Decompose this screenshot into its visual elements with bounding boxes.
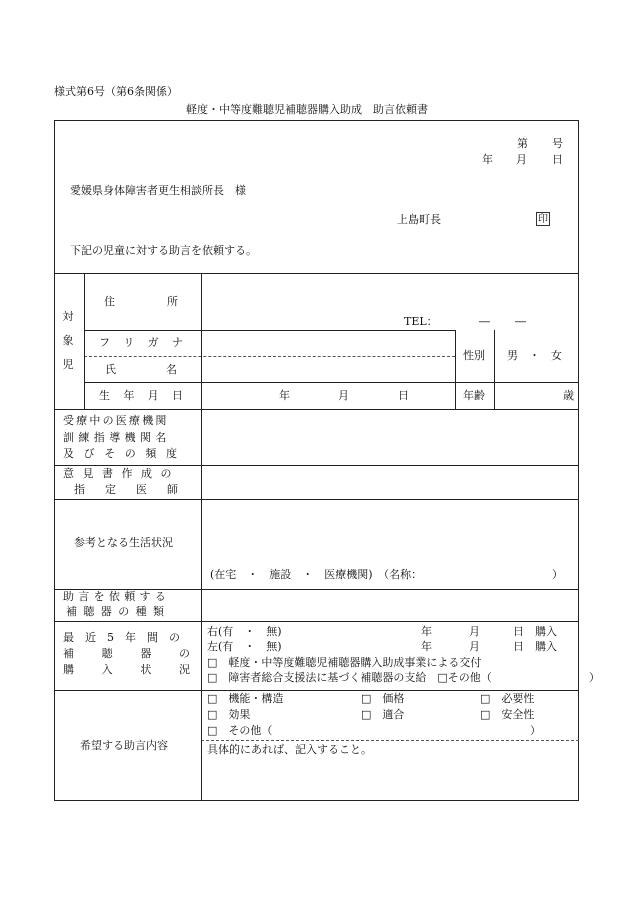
age-unit: 歳 [563, 389, 574, 402]
birth-label: 生 年 月 日 [99, 389, 183, 402]
line-desired-divider [201, 740, 579, 741]
left-ear: 左(有 ・ 無) [207, 640, 282, 653]
doctor-label-2: 指 定 医 師 [74, 483, 178, 496]
furigana-label: フ リ ガ ナ [99, 336, 183, 349]
date-year: 年 [482, 153, 493, 166]
seal-stamp: 印 [538, 214, 548, 225]
medical-label-1: 受療中の医療機関 [63, 414, 169, 427]
line-name [84, 382, 579, 383]
living-label: 参考となる生活状況 [74, 536, 173, 549]
desired-function: □ 機能・構造 [207, 692, 284, 705]
living-close: ） [552, 568, 563, 581]
desired-label: 希望する助言内容 [80, 739, 168, 752]
form-title: 軽度・中等度難聴児補聴器購入助成 助言依頼書 [186, 103, 428, 116]
date-month: 月 [516, 153, 527, 166]
subject-side-label-3: 児 [62, 358, 74, 371]
vline-sex-age-label [455, 330, 456, 409]
right-purchase-year: 年 [421, 625, 432, 638]
left-purchase-day: 日 購入 [513, 640, 557, 653]
line-furigana [84, 356, 455, 357]
desired-necessity: □ 必要性 [480, 692, 535, 705]
living-options: (在宅 ・ 施設 ・ 医療機関) （名称： [210, 568, 423, 581]
vline-sex-age-value [494, 330, 495, 409]
age-label: 年齢 [463, 389, 485, 402]
sex-label: 性別 [463, 349, 485, 362]
left-purchase-month: 月 [469, 640, 480, 653]
birth-day: 日 [398, 389, 409, 402]
purchase-label-2: 補 聴 器 の [63, 647, 190, 660]
addressee: 愛媛県身体障害者更生相談所長 様 [70, 184, 246, 197]
request-statement: 下記の児童に対する助言を依頼する。 [70, 244, 257, 257]
purchase-label-3: 購 入 状 況 [63, 663, 190, 676]
purchase-option-support-act: □ 障害者総合支援法に基づく補聴器の支給 □その他（ [207, 671, 492, 684]
name-label: 氏 名 [105, 363, 177, 376]
number-prefix: 第 [517, 137, 528, 150]
right-purchase-day: 日 購入 [513, 625, 557, 638]
right-purchase-month: 月 [469, 625, 480, 638]
desired-other-close: ） [530, 724, 541, 737]
subject-side-label-2: 象 [62, 334, 74, 347]
line-top-section [54, 273, 579, 274]
tel-dash-2: ― [515, 315, 526, 328]
line-doctor [54, 499, 579, 500]
line-medical [54, 465, 579, 466]
line-address [84, 330, 455, 331]
number-suffix: 号 [552, 137, 563, 150]
line-device [54, 621, 579, 622]
purchase-close-paren-final: ） [589, 671, 600, 684]
purchase-label-1: 最近5年間の [63, 631, 191, 644]
right-ear: 右(有 ・ 無) [207, 625, 282, 638]
tel-label: TEL： [404, 315, 438, 328]
sender-mayor: 上島町長 [397, 213, 441, 226]
desired-price: □ 価格 [361, 692, 405, 705]
subject-side-label-1: 対 [62, 310, 74, 323]
desired-safety: □ 安全性 [480, 708, 535, 721]
birth-year: 年 [279, 389, 290, 402]
doctor-label-1: 意見書作成の [63, 467, 180, 480]
advice-device-label-2: 補聴器の種類 [66, 605, 171, 618]
vline-subject-side [84, 273, 85, 409]
form-number: 様式第6号（第6条関係） [54, 85, 178, 98]
address-label: 住 所 [104, 295, 178, 308]
medical-label-3: 及びその頻度 [63, 447, 187, 460]
purchase-option-subsidy: □ 軽度・中等度難聴児補聴器購入助成事業による交付 [207, 656, 482, 669]
vline-label-column [201, 273, 202, 801]
desired-effect: □ 効果 [207, 708, 251, 721]
date-day: 日 [552, 153, 563, 166]
medical-label-2: 訓練指導機関名 [63, 431, 171, 444]
left-purchase-year: 年 [421, 640, 432, 653]
line-birth [54, 409, 579, 410]
advice-device-label-1: 助言を依頼する [63, 590, 171, 603]
birth-month: 月 [338, 389, 349, 402]
desired-fit: □ 適合 [361, 708, 405, 721]
sex-options: 男 ・ 女 [507, 349, 562, 362]
desired-other: □ その他（ [207, 724, 273, 737]
line-purchase [54, 690, 579, 691]
tel-dash-1: ― [479, 315, 490, 328]
desired-note: 具体的にあれば、記入すること。 [207, 743, 372, 756]
